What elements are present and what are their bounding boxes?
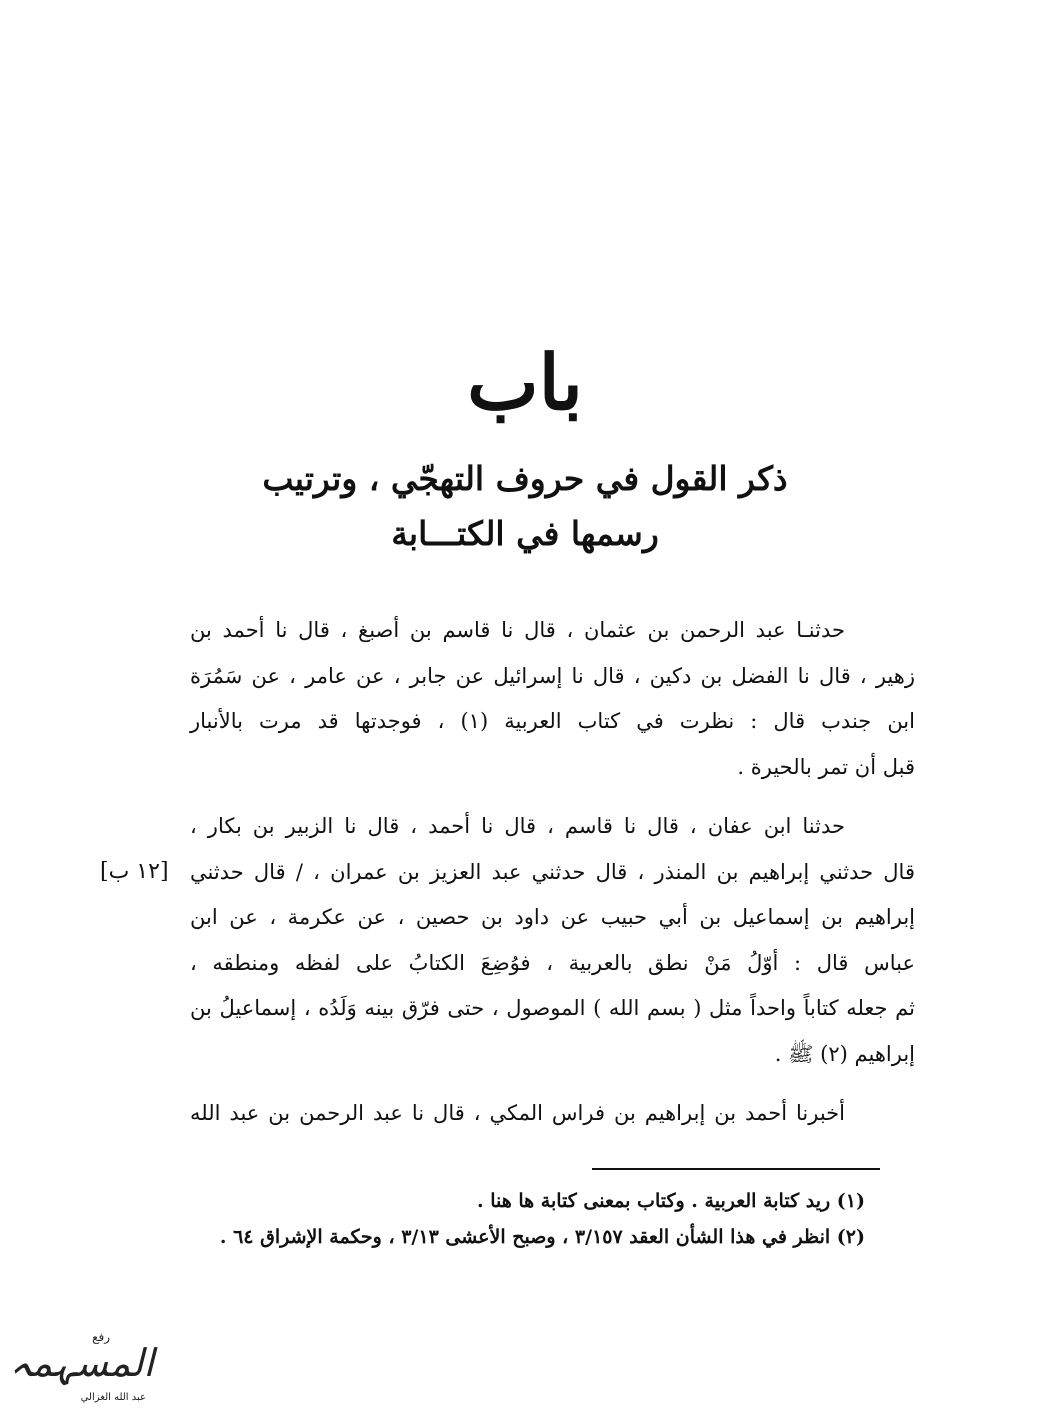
paragraph-3-line-1: أخبرنا أحمد بن إبراهيم بن فراس المكي ، قال نا عبد الرحمن بن عبد الله — [190, 1101, 845, 1125]
chapter-heading: باب — [467, 338, 583, 427]
footnote-divider — [592, 1168, 880, 1170]
paragraph-2-line-1: حدثنا ابن عفان ، قال نا قاسم ، قال نا أحمد ، قال نا الزبير بن بكار ، — [190, 814, 845, 838]
stamp-main-text: المسہمہ — [9, 1341, 154, 1385]
footnote-1: (١) ريد كتابة العربية . وكتاب بمعنى كتابة ها هنا . — [476, 1190, 865, 1212]
chapter-subheading-line-2: رسمها في الكتـــابة — [391, 514, 659, 553]
paragraph-1-line-4: قبل أن تمر بالحيرة . — [737, 754, 915, 779]
footnote-2: (٢) انظر في هذا الشأن العقد ٣/١٥٧ ، وصبح الأعشى ٣/١٣ ، وحكمة الإشراق ٦٤ . — [219, 1226, 865, 1248]
paragraph-2-line-5: ثم جعله كتاباً واحداً مثل ( بسم الله ) الموصول ، حتى فرّق بينه وَلَدُه ، إسماعيلُ بن — [190, 996, 915, 1020]
paragraph-1-line-1: حدثنـا عبد الرحمن بن عثمان ، قال نا قاسم بن أصبغ ، قال نا أحمد بن — [190, 618, 845, 642]
margin-folio-note: [١٢ ب] — [100, 859, 169, 884]
library-stamp-logo — [9, 1330, 154, 1410]
paragraph-2-line-4: عباس قال : أوّلُ مَنْ نطق بالعربية ، فوُضِعَ الكتابُ على لفظه ومنطقه ، — [190, 950, 915, 975]
stamp-top-text: رفع — [92, 1330, 110, 1344]
chapter-subheading-line-1: ذكر القول في حروف التهجّي ، وترتيب — [262, 459, 788, 498]
body-text — [190, 608, 915, 1137]
stamp-small-text: عبد الله الغزالي — [80, 1392, 146, 1403]
paragraph-2-line-6: إبراهيم (٢) ﷺ . — [774, 1041, 915, 1066]
footnotes — [219, 1183, 865, 1255]
paragraph-2-line-2: قال حدثني إبراهيم بن المنذر ، قال حدثني عبد العزيز بن عمران ، / قال حدثني — [190, 859, 915, 884]
paragraph-2-line-3: إبراهيم بن إسماعيل بن أبي حبيب عن داود بن حصين ، عن عكرمة ، عن ابن — [190, 905, 915, 929]
paragraph-1-line-2: زهير ، قال نا الفضل بن دكين ، قال نا إسرائيل عن جابر ، عن عامر ، عن سَمُرَة — [190, 663, 915, 688]
paragraph-1-line-3: ابن جندب قال : نظرت في كتاب العربية (١) ، فوجدتها قد مرت بالأنبار — [190, 709, 915, 733]
